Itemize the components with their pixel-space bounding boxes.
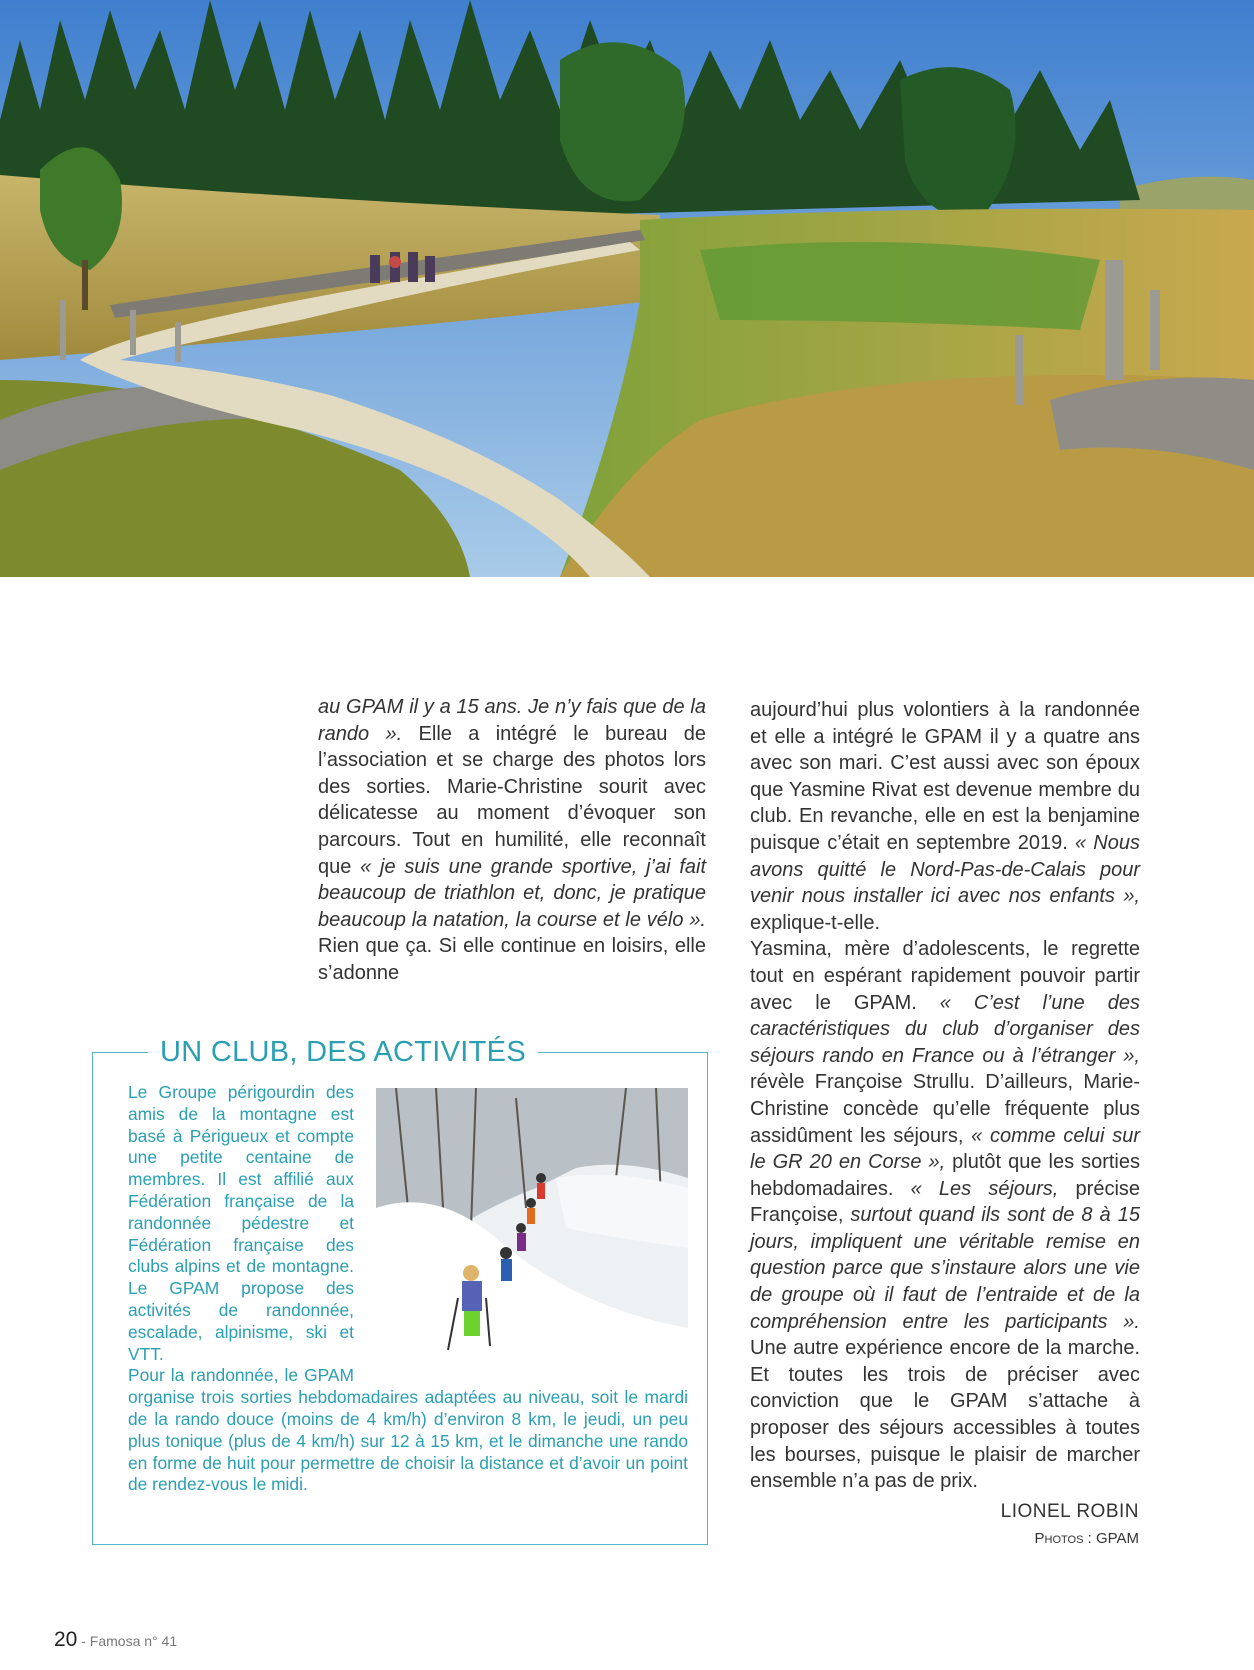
folio [54, 1628, 177, 1652]
body-text: explique-t-elle. [750, 911, 881, 934]
article-paragraph [750, 697, 1140, 936]
snow-photo-drawing [376, 1088, 688, 1372]
page-number: 20 [54, 1628, 78, 1651]
photo-credit-separator: : [1083, 1530, 1096, 1547]
sidebar-paragraph: Pour la randonnée, le GPAM organise trois sorties hebdomadaires adaptées au niveau, soit le mardi de la rando douce (moins de 4 km/h) d’environ 8 km, le jeudi, un peu plus tonique (plus de 4 km/h) sur 12 à 15 km, et le dimanche une rando en forme de huit pour permettre de choisir la distance et d’avoir un point de rendez-vous le midi. [128, 1365, 688, 1495]
article-column-2 [750, 697, 1140, 1495]
article-paragraph [750, 936, 1140, 1494]
body-text: Elle a intégré le bureau de l’association et se charge des photos lors des sorties. Marie-Christine sourit avec délicatesse au moment d’évoquer son parcours. Tout en humilité, elle reconnaît que [318, 722, 706, 878]
body-text: aujourd’hui plus volontiers à la randonnée et elle a intégré le GPAM il y a quatre ans avec son mari. C’est aussi avec son époux que Yasmine Rivat est devenue membre du club. En revanche, elle en est la benjamine puisque c’était en septembre 2019. [750, 699, 1140, 854]
sidebar-title: UN CLUB, DES ACTIVITÉS [148, 1032, 538, 1072]
article-paragraph [318, 694, 706, 987]
body-text: Rien que ça. Si elle continue en loisirs, elle s’adonne [318, 935, 706, 984]
photo-credit-label: Photos [1034, 1530, 1084, 1547]
photo-credit-value: GPAM [1095, 1530, 1139, 1547]
hero-photo [0, 0, 1254, 577]
body-text: plutôt que les sorties hebdomadaires. [750, 1151, 1140, 1200]
sidebar-paragraph: Le Groupe périgourdin des amis de la montagne est basé à Périgueux et compte une petite centaine de membres. Il est affilié aux Fédération française de la randonnée pédestre et Fédération française des clubs alpins et de montagne. Le GPAM propose des activités de randonnée, escalade, alpinisme, ski et VTT. [128, 1082, 354, 1364]
body-text: Yasmina, mère d’adolescents, le regrette tout en espérant rapidement pouvoir partir avec le GPAM. [750, 938, 1140, 1014]
quote-text: « Nous avons quitté le Nord-Pas-de-Calais pour venir nous installer ici avec nos enfants », [750, 831, 1140, 908]
photo-credit [1001, 1526, 1139, 1552]
body-text: révèle Françoise Strullu. D’ailleurs, Marie-Christine concède qu’elle fréquente plus assidûment les séjours, [750, 1071, 1140, 1147]
quote-text: « je suis une grande sportive, j’ai fait beaucoup de triathlon et, donc, je pratique beaucoup la natation, la course et le vélo ». [318, 855, 706, 931]
snow-photo [376, 1088, 688, 1372]
article-column-1 [318, 694, 706, 987]
quote-text: surtout quand ils sont de 8 à 15 jours, impliquent une véritable remise en question parce que s’instaure alors une vie de groupe où il faut de l’entraide et de la compréhension entre les participants ». [750, 1204, 1140, 1333]
quote-text: « Les séjours, [910, 1177, 1059, 1200]
signature [1001, 1498, 1139, 1552]
sidebar-text [128, 1082, 688, 1496]
quote-text: au GPAM il y a 15 ans. Je n’y fais que de la rando ». [318, 696, 706, 745]
hero-photo-drawing [0, 0, 1254, 577]
quote-text: « comme celui sur le GR 20 en Corse », [750, 1124, 1141, 1174]
quote-text: « C’est l’une des caractéristiques du club d’organiser des séjours rando en France ou à l’étranger », [750, 991, 1140, 1067]
body-text: précise Françoise, [750, 1177, 1141, 1227]
body-text: Une autre expérience encore de la marche. Et toutes les trois de préciser avec conviction que le GPAM s’attache à proposer des séjours accessibles à toutes les bourses, puisque le plaisir de marcher ensemble n’a pas de prix. [750, 1337, 1140, 1493]
magazine-name: - Famosa n° 41 [77, 1633, 178, 1649]
author-name: LIONEL ROBIN [1000, 1501, 1139, 1522]
